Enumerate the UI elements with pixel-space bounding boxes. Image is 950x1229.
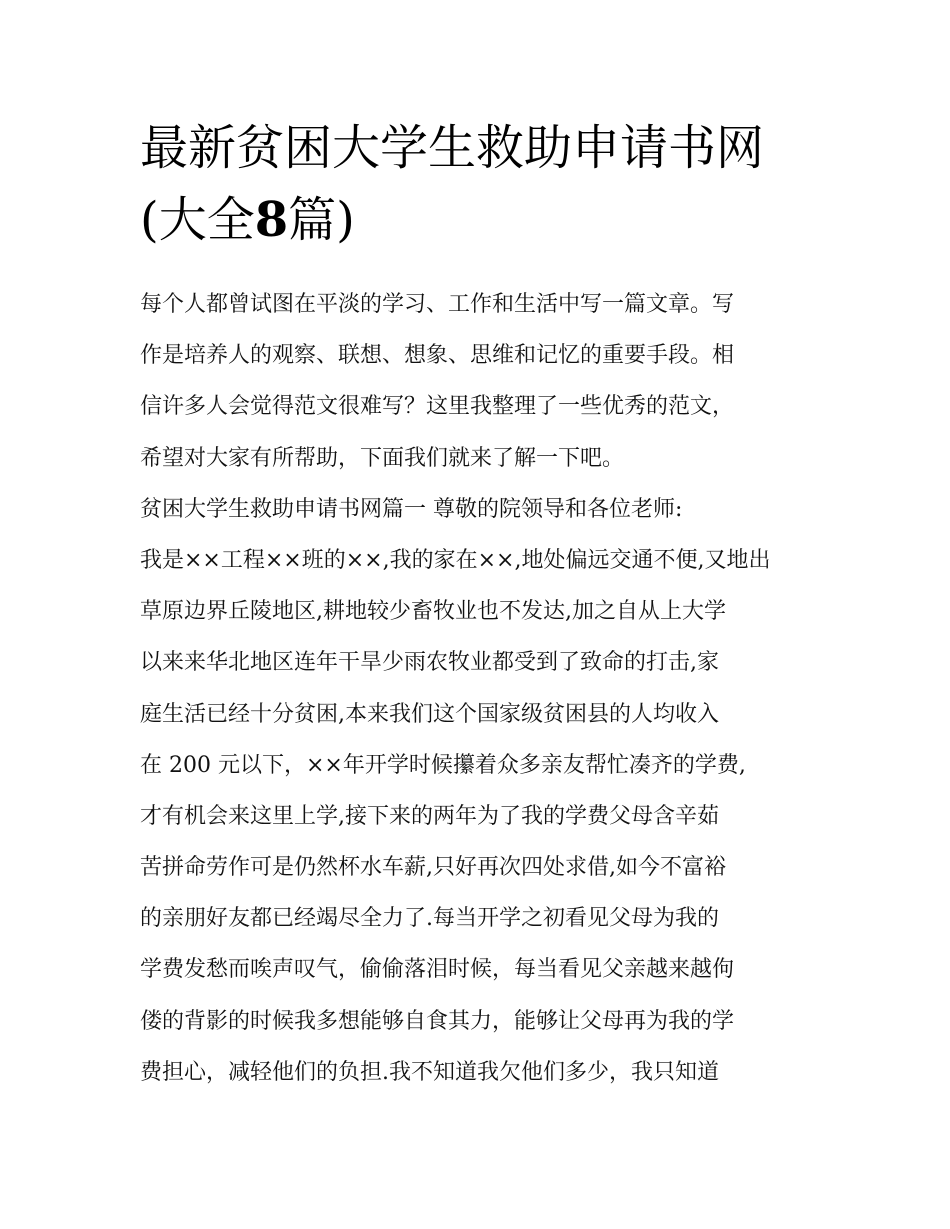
body-line: 的亲朋好友都已经竭尽全力了.每当开学之初看见父母为我的	[140, 906, 719, 932]
body-line: 每个人都曾试图在平淡的学习、工作和生活中写一篇文章。写	[140, 292, 735, 317]
title-line-2-prefix: (大全	[140, 192, 255, 248]
body-line: 偻的背影的时候我多想能够自食其力，能够让父母再为我的学	[140, 1008, 735, 1034]
body-line: 以来来华北地区连年干旱少雨农牧业都受到了致命的打击,家	[140, 650, 719, 676]
body-line: 在 200 元以下，××年开学时候攥着众多亲友帮忙凑齐的学费,	[140, 752, 746, 778]
title-line-2-suffix: 篇)	[288, 192, 355, 248]
body-line: 信许多人会觉得范文很难写？这里我整理了一些优秀的范文，	[140, 394, 735, 420]
body-line: 费担心，减轻他们的负担.我不知道我欠他们多少，我只知道	[140, 1059, 719, 1085]
body-line: 贫困大学生救助申请书网篇一 尊敬的院领导和各位老师:	[140, 496, 683, 522]
body-line: 庭生活已经十分贫困,本来我们这个国家级贫困县的人均收入	[140, 701, 719, 727]
body-line: 学费发愁而唉声叹气，偷偷落泪时候，每当看见父亲越来越佝	[140, 957, 735, 983]
body-line: 草原边界丘陵地区,耕地较少畜牧业也不发达,加之自从上大学	[140, 599, 726, 625]
document-title	[140, 112, 840, 256]
body-line: 作是培养人的观察、联想、想象、思维和记忆的重要手段。相	[140, 343, 735, 369]
title-line-2-number: 8	[254, 192, 289, 248]
body-line: 我是××工程××班的××,我的家在××,地处偏远交通不便,又地出	[140, 547, 771, 573]
document-body	[140, 279, 820, 1098]
body-line: 希望对大家有所帮助，下面我们就来了解一下吧。	[140, 445, 625, 471]
body-line: 苦拼命劳作可是仍然杯水车薪,只好再次四处求借,如今不富裕	[140, 855, 726, 881]
body-line: 才有机会来这里上学,接下来的两年为了我的学费父母含辛茹	[140, 803, 719, 829]
title-line-1: 最新贫困大学生救助申请书网	[140, 120, 765, 176]
